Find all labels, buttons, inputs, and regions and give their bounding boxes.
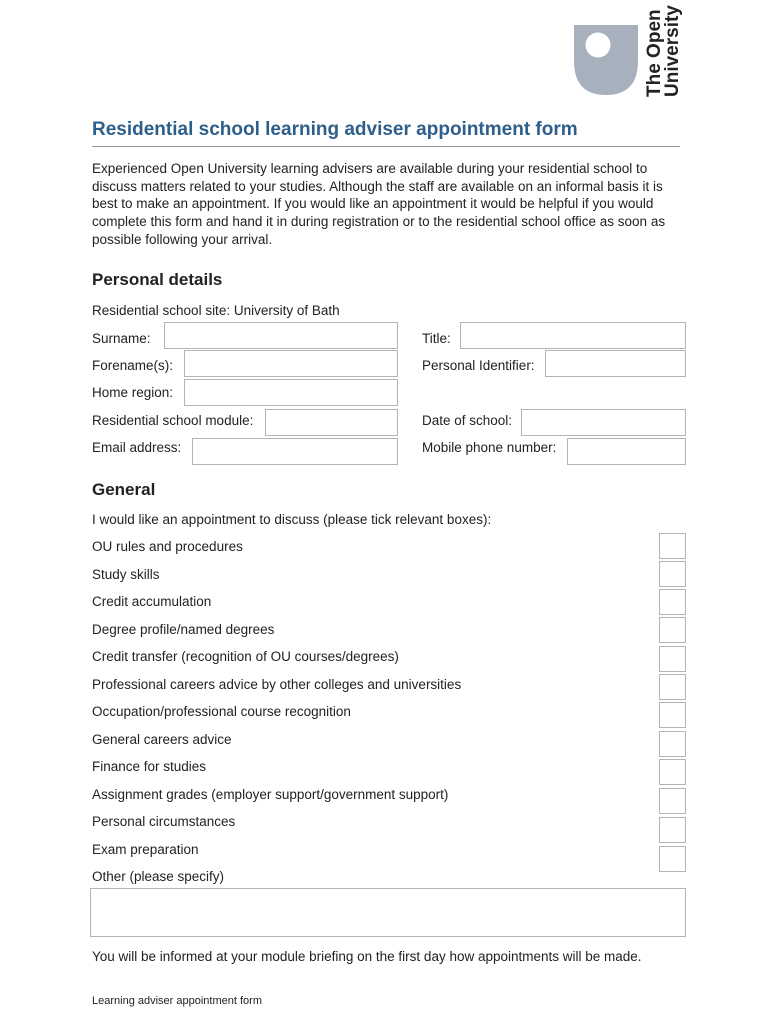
- option-label: Credit transfer (recognition of OU courses/degrees): [92, 649, 399, 664]
- title-divider: [92, 146, 680, 147]
- closing-note: You will be informed at your module briefing on the first day how appointments will be made.: [92, 949, 642, 964]
- surname-label: Surname:: [92, 331, 151, 346]
- surname-field[interactable]: [164, 322, 398, 349]
- other-label: Other (please specify): [92, 869, 225, 884]
- mobile-field[interactable]: [567, 438, 686, 465]
- option-label: Professional careers advice by other colleges and universities: [92, 677, 462, 692]
- module-field[interactable]: [265, 409, 398, 436]
- personal-identifier-field[interactable]: [545, 350, 686, 377]
- general-heading: General: [92, 480, 156, 499]
- option-checkbox[interactable]: [659, 646, 686, 672]
- option-checkbox[interactable]: [659, 561, 686, 587]
- brand-line-2: University: [662, 5, 683, 97]
- school-site: Residential school site: University of Bath: [92, 303, 340, 318]
- date-of-school-label: Date of school:: [422, 413, 513, 428]
- form-title: Residential school learning adviser appointment form: [92, 119, 578, 140]
- option-label: Personal circumstances: [92, 814, 236, 829]
- option-label: Credit accumulation: [92, 594, 212, 609]
- option-label: Finance for studies: [92, 759, 207, 774]
- personal-identifier-label: Personal Identifier:: [422, 358, 535, 373]
- option-checkbox[interactable]: [659, 617, 686, 643]
- home-region-field[interactable]: [184, 379, 398, 406]
- option-checkbox[interactable]: [659, 731, 686, 757]
- mobile-label: Mobile phone number:: [422, 440, 557, 455]
- option-label: Exam preparation: [92, 842, 199, 857]
- option-checkbox[interactable]: [659, 817, 686, 843]
- personal-details-heading: Personal details: [92, 270, 223, 289]
- forenames-field[interactable]: [184, 350, 398, 377]
- ou-shield-icon: [574, 25, 638, 95]
- email-label: Email address:: [92, 440, 182, 455]
- option-checkbox[interactable]: [659, 674, 686, 700]
- option-label: Study skills: [92, 567, 160, 582]
- option-label: Assignment grades (employer support/government support): [92, 787, 449, 802]
- forenames-label: Forename(s):: [92, 358, 174, 373]
- option-label: Degree profile/named degrees: [92, 622, 275, 637]
- ou-logo: [574, 5, 684, 97]
- option-checkbox[interactable]: [659, 533, 686, 559]
- home-region-label: Home region:: [92, 385, 174, 400]
- intro-paragraph: Experienced Open University learning advisers are available during your residential school to discuss matters related to your studies. Although the staff are available on an informal basis it is best to make an appointment. If you would like an appointment it would be helpful if you would complete this form and hand it in during registration or to the residential school office as soon as possible following your arrival.: [92, 161, 666, 247]
- date-of-school-field[interactable]: [521, 409, 686, 436]
- title-label: Title:: [422, 331, 451, 346]
- option-checkbox[interactable]: [659, 846, 686, 872]
- title-field[interactable]: [460, 322, 686, 349]
- option-label: Occupation/professional course recognition: [92, 704, 351, 719]
- brand-line-1: The Open: [644, 9, 665, 97]
- page-footer: Learning adviser appointment form: [92, 995, 262, 1007]
- option-label: OU rules and procedures: [92, 539, 243, 554]
- option-checkbox[interactable]: [659, 589, 686, 615]
- option-checkbox[interactable]: [659, 702, 686, 728]
- module-label: Residential school module:: [92, 413, 254, 428]
- other-specify-field[interactable]: [90, 888, 686, 937]
- email-field[interactable]: [192, 438, 398, 465]
- option-checkbox[interactable]: [659, 788, 686, 814]
- option-checkbox[interactable]: [659, 759, 686, 785]
- general-prompt: I would like an appointment to discuss (please tick relevant boxes):: [92, 512, 492, 527]
- option-label: General careers advice: [92, 732, 232, 747]
